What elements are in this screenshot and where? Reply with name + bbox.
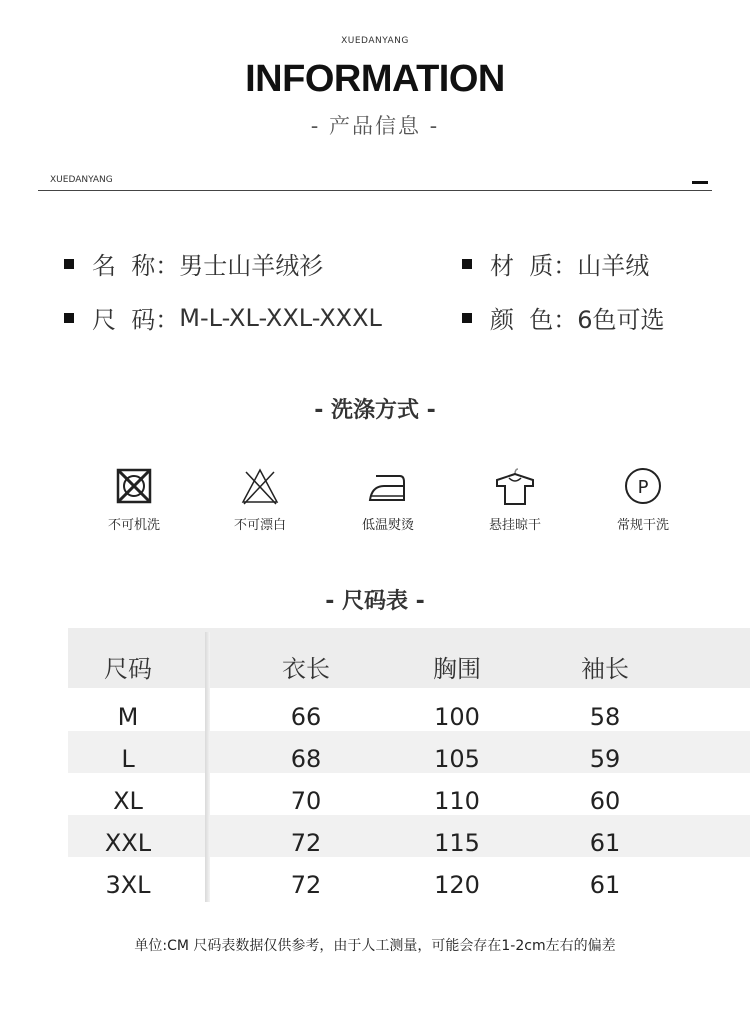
size-table-title: - 尺码表 - [325,589,425,614]
info-name-value: 男士山羊绒衫 [179,252,324,280]
table-cell: 61 [589,829,621,857]
dry-clean-p-icon [623,466,663,506]
table-cell: XL [113,787,143,815]
table-cell: 68 [290,745,322,773]
care-label: 常规干洗 [616,518,669,533]
header-cell-chest: 胸围 [433,655,481,683]
care-item-no-machine-wash [79,466,189,533]
info-material-value: 山羊绒 [577,252,650,280]
table-column-divider [205,632,210,902]
info-size [64,300,382,335]
care-item-no-bleach [205,466,315,533]
table-cell: 3XL [105,871,151,899]
square-bullet-icon [462,259,472,269]
table-cell: 59 [589,745,621,773]
square-bullet-icon [64,259,74,269]
table-cell: 100 [434,703,480,731]
square-bullet-icon [462,313,472,323]
page-title: INFORMATION [245,58,505,100]
table-cell: 105 [434,745,480,773]
square-bullet-icon [64,313,74,323]
table-cell: XXL [104,829,152,857]
table-cell: 70 [290,787,322,815]
header-cell-sleeve: 袖长 [581,655,629,683]
care-item-hang-dry [460,466,570,533]
info-material [462,246,649,281]
table-cell: 115 [434,829,480,857]
header-cell-length: 衣长 [282,655,330,683]
info-name-label: 名 称： [92,252,180,280]
info-name [64,246,323,281]
info-color-label: 颜 色： [490,306,578,334]
hang-dry-icon [493,466,537,506]
table-cell: 120 [434,871,480,899]
care-item-low-iron [333,466,443,533]
table-cell: 61 [589,871,621,899]
header-cell-size: 尺码 [104,655,152,683]
low-iron-icon [366,466,410,506]
info-size-label: 尺 码： [92,306,180,334]
care-item-dry-clean [588,466,698,533]
washing-title: - 洗涤方式 - [314,398,436,423]
rule-brand: XUEDANYANG [50,175,113,185]
info-material-label: 材 质： [490,252,578,280]
dry-clean-glyph: P [637,477,649,498]
table-cell: M [117,703,139,731]
measurement-note: 单位:CM 尺码表数据仅供参考，由于人工测量，可能会存在1-2cm左右的偏差 [134,938,616,954]
info-size-value: M-L-XL-XXL-XXXL [179,303,382,332]
care-label: 低温熨烫 [361,518,414,533]
no-machine-wash-icon [114,466,154,506]
page-subtitle: - 产品信息 - [310,114,440,138]
care-label: 悬挂晾干 [488,518,541,533]
divider-tick [692,181,708,184]
info-color [462,300,665,335]
table-cell: L [121,745,135,773]
table-cell: 58 [589,703,621,731]
table-cell: 66 [290,703,322,731]
no-bleach-icon [240,466,280,506]
divider-rule [38,190,712,191]
care-label: 不可机洗 [107,518,160,533]
table-cell: 72 [290,871,322,899]
table-cell: 60 [589,787,621,815]
info-color-value: 6色可选 [577,306,665,334]
brand-top: XUEDANYANG [341,36,409,46]
table-cell: 110 [434,787,480,815]
care-label: 不可漂白 [233,518,286,533]
table-cell: 72 [290,829,322,857]
